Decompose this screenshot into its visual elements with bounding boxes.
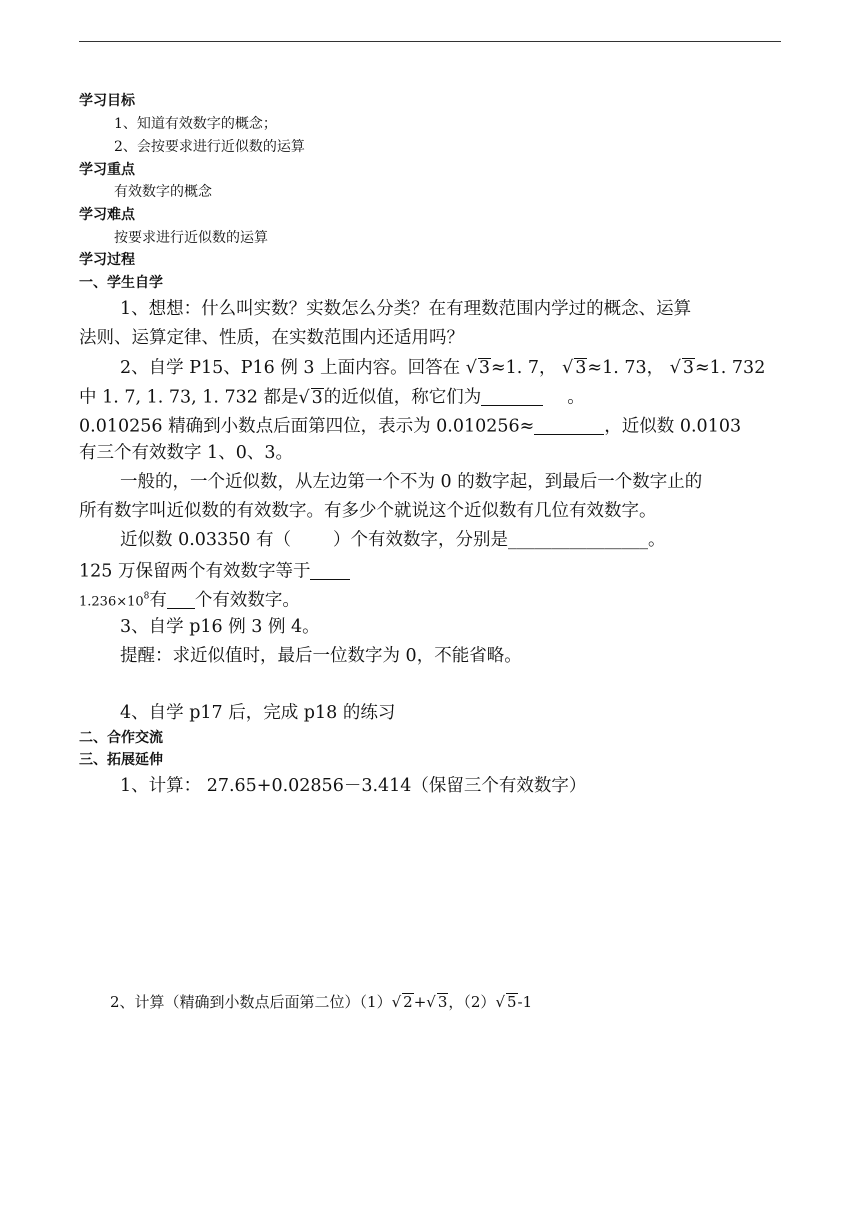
approx-values-called: 的近似值，称它们为 — [323, 387, 482, 408]
approx-values-text: 中 1. 7, 1. 73, 1. 732 都是 — [79, 387, 299, 408]
calculation-1: 1、计算： 27.65+0.02856－3.414（保留三个有效数字） — [120, 776, 587, 796]
precision-text: 0.010256 精确到小数点后面第四位，表示为 0.010256≈ — [79, 416, 535, 437]
scientific-base: 1.236×10 — [79, 594, 144, 610]
extension-heading: 三、拓展延伸 — [79, 752, 163, 768]
goal-item-2: 2、会按要求进行近似数的运算 — [114, 139, 305, 155]
answer-blank[interactable] — [481, 387, 543, 406]
goal-item-1: 1、知道有效数字的概念； — [114, 116, 277, 132]
scientific-have: 有 — [149, 590, 167, 611]
period: 。 — [567, 387, 585, 408]
approx-1-73: ≈1. 73， — [587, 358, 665, 378]
sqrt-3-radical: √ 3 — [669, 358, 694, 378]
sqrt-3-radical: √ 3 — [465, 358, 490, 378]
approx-1-7: ≈1. 7， — [490, 358, 557, 378]
minus-one: -1 — [517, 993, 533, 1011]
key-text: 有效数字的概念 — [114, 184, 212, 200]
self-study-heading: 一、学生自学 — [79, 275, 163, 291]
precision-line-1 — [79, 416, 741, 436]
sqrt-2-radical: √ 2 — [391, 993, 413, 1011]
sqrt-3-radical: √ 3 — [298, 387, 323, 408]
scientific-tail: 个有效数字。 — [194, 590, 300, 611]
approx-number-tail: ）个有效数字，分别是________________。 — [333, 530, 666, 550]
question-3: 3、自学 p16 例 3 例 4。 — [120, 617, 320, 637]
approx-number-text: 近似数 0.03350 有（ — [120, 530, 291, 550]
goals-heading: 学习目标 — [79, 93, 135, 109]
sqrt-3-radical: √ 3 — [562, 358, 587, 378]
scientific-exponent: 8 — [143, 591, 150, 602]
header-rule — [79, 41, 781, 42]
answer-blank[interactable] — [534, 416, 604, 435]
difficulty-heading: 学习难点 — [79, 207, 135, 223]
significant-figures-question — [120, 532, 666, 550]
cooperation-heading: 二、合作交流 — [79, 730, 163, 746]
precision-tail: ，近似数 0.0103 — [604, 416, 742, 437]
sqrt-3-radical: √ 3 — [426, 993, 448, 1011]
calculation-2-mid: ，（2） — [448, 993, 496, 1011]
approx-1-732: ≈1. 732 — [695, 358, 766, 378]
process-heading: 学习过程 — [79, 252, 135, 268]
reminder: 提醒：求近似值时，最后一位数字为 0，不能省略。 — [120, 646, 522, 666]
key-heading: 学习重点 — [79, 162, 135, 178]
scientific-question — [79, 590, 300, 610]
difficulty-text: 按要求进行近似数的运算 — [114, 230, 268, 246]
calculation-2-text: 2、计算（精确到小数点后面第二位）（1） — [110, 993, 392, 1011]
million-question — [79, 561, 350, 581]
definition-line-1: 一般的，一个近似数，从左边第一个不为 0 的数字起，到最后一个数字止的 — [120, 472, 703, 492]
answer-blank[interactable] — [167, 590, 195, 609]
plus-sign: + — [413, 993, 427, 1011]
question-2-line-2 — [79, 387, 585, 408]
million-text: 125 万保留两个有效数字等于 — [79, 561, 311, 582]
answer-blank[interactable] — [310, 561, 350, 580]
sqrt-5-radical: √ 5 — [495, 993, 517, 1011]
question-1-line-1: 1、想想：什么叫实数？实数怎么分类？在有理数范围内学过的概念、运算 — [120, 299, 692, 319]
question-2-line-1 — [120, 358, 765, 378]
question-4: 4、自学 p17 后，完成 p18 的练习 — [120, 703, 396, 723]
precision-line-2: 有三个有效数字 1、0、3。 — [79, 443, 293, 463]
definition-line-2: 所有数字叫近似数的有效数字。有多少个就说这个近似数有几位有效数字。 — [79, 501, 657, 521]
calculation-2 — [110, 993, 532, 1011]
question-2-intro: 2、自学 P15、P16 例 3 上面内容。回答在 — [120, 358, 461, 378]
question-1-line-2: 法则、运算定律、性质，在实数范围内还适用吗？ — [79, 328, 464, 348]
